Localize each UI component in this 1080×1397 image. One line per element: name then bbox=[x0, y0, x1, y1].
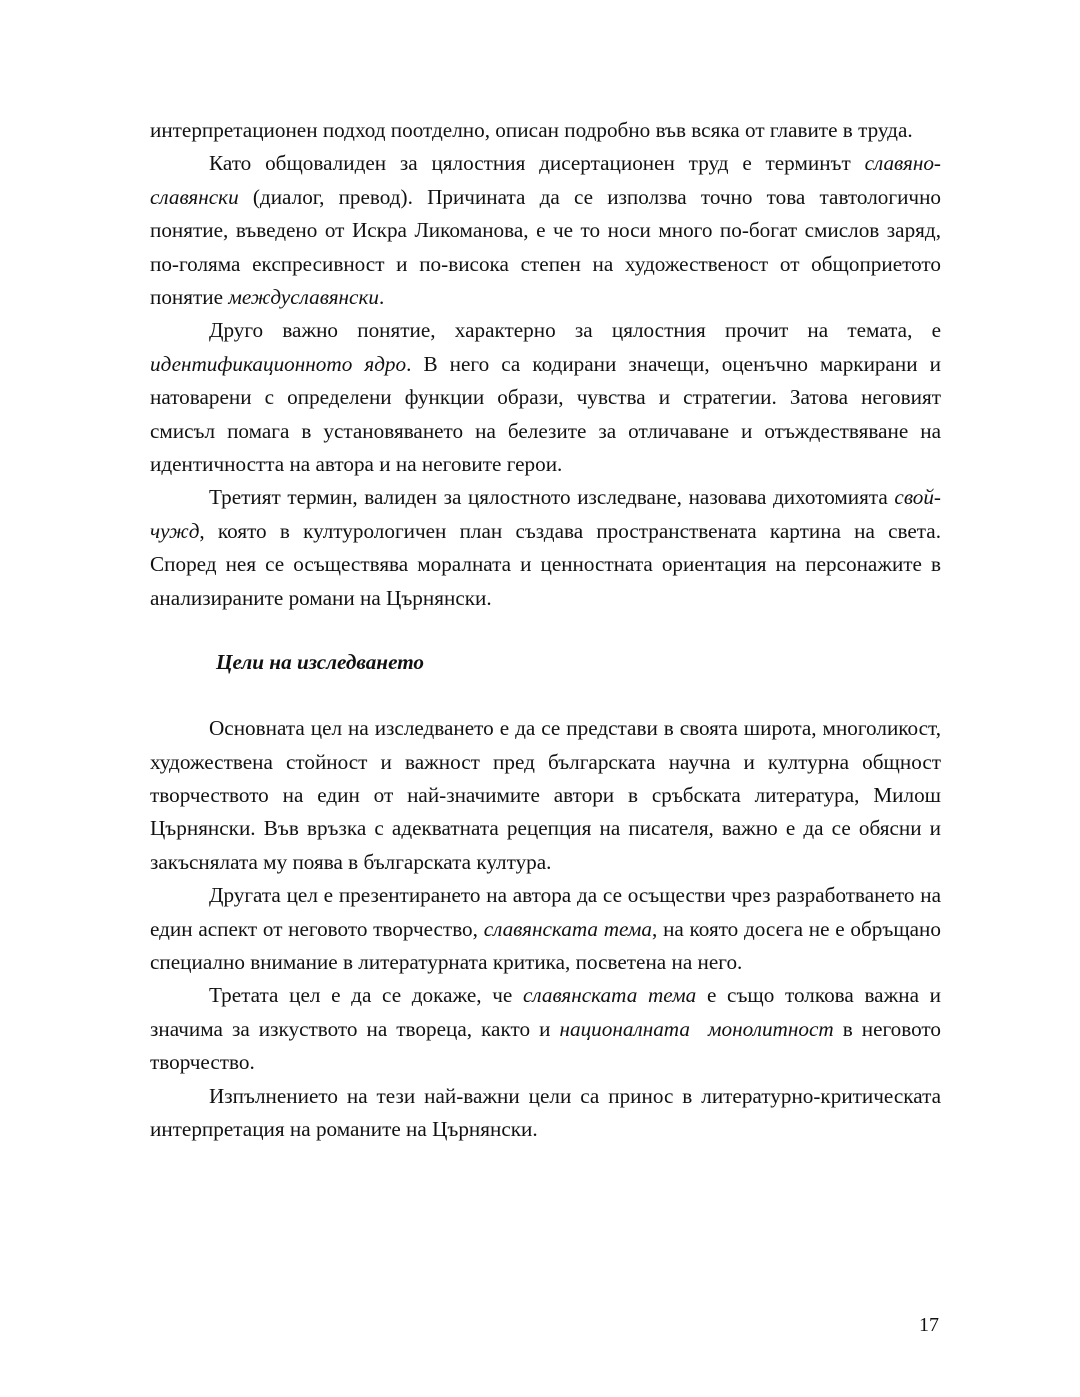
italic-term: националната монолитност bbox=[559, 1016, 834, 1041]
paragraph-text: Изпълнението на тези най-важни цели са принос в литературно-критическата интерпретация на романите на Църнянски. bbox=[150, 1083, 941, 1141]
paragraph-text: , на която досега не е обръщано специално внимание в литературната критика, посветена на него. bbox=[150, 916, 941, 974]
paragraph-text: Третата цел е да се докаже, че bbox=[209, 983, 523, 1008]
paragraph-second-goal bbox=[150, 879, 941, 979]
paragraph-term-slavic bbox=[150, 147, 941, 314]
paragraph-text: е също толкова важна и значима за изкуството на твореца, както и bbox=[150, 983, 941, 1041]
spacer bbox=[150, 679, 941, 712]
page-number: 17 bbox=[919, 1314, 939, 1336]
italic-term: славянската тема bbox=[523, 983, 697, 1008]
paragraph-text: Друго важно понятие, характерно за цялостния прочит на темата, е bbox=[209, 318, 941, 343]
paragraph-third-goal bbox=[150, 979, 941, 1079]
paragraph-continuation bbox=[150, 114, 941, 147]
paragraph-text: Основната цел на изследването е да се представи в своята широта, многоликост, художествена стойност и важност пред българската научна и културна общност творчеството на един от най-значимите автори в сръбската литература, Милош Църнянски. Във връзка с адекватната рецепция на писателя, важно е да се обясни и закъснялата му поява в българската култура. bbox=[150, 716, 941, 874]
paragraph-text: Като общовалиден за цялостния дисертационен труд е терминът bbox=[209, 151, 865, 176]
italic-term: славянската тема bbox=[483, 916, 653, 941]
paragraph-own-foreign bbox=[150, 481, 941, 615]
italic-term: междуславянски bbox=[228, 285, 379, 310]
italic-term: идентификационното ядро bbox=[150, 351, 407, 376]
paragraph-main-goal bbox=[150, 712, 941, 879]
paragraph-text: (диалог, превод). Причината да се използва точно това тавтологично понятие, въведено от Искра Ликоманова, е че то носи много по-богат смислов заряд, по-голяма експресивност и по-висока степен на художественост от общоприетото понятие bbox=[150, 184, 941, 310]
paragraph-text: . bbox=[378, 285, 385, 310]
section-heading: Цели на изследването bbox=[216, 650, 424, 675]
paragraph-identification-core bbox=[150, 314, 941, 481]
paragraph-text: в неговото творчество. bbox=[150, 1016, 941, 1075]
paragraph-text: , която в културологичен план създава пространствената картина на света. Според нея се осъществява моралната и ценностната ориентация на персонажите в анализираните романи на Църнянски. bbox=[150, 518, 941, 610]
paragraph-contribution bbox=[150, 1080, 941, 1147]
document-page bbox=[150, 114, 941, 1146]
italic-term: свой-чужд bbox=[150, 485, 941, 543]
paragraph-text: . В него са кодирани значещи, оценъчно маркирани и натоварени с определени функции образи, чувства и стратегии. Затова неговият смисъл помага в установяването на белезите за отличаване и отъждествяване на идентичността на автора и на неговите герои. bbox=[150, 351, 941, 477]
italic-term: славяно-славянски bbox=[150, 151, 941, 209]
paragraph-text: интерпретационен подход поотделно, описан подробно във всяка от главите в труда. bbox=[150, 118, 913, 142]
paragraph-text: Другата цел е презентирането на автора да се осъществи чрез разработването на един аспект от неговото творчество, bbox=[150, 883, 941, 941]
paragraph-text: Третият термин, валиден за цялостното изследване, назовава дихотомията bbox=[209, 485, 895, 510]
